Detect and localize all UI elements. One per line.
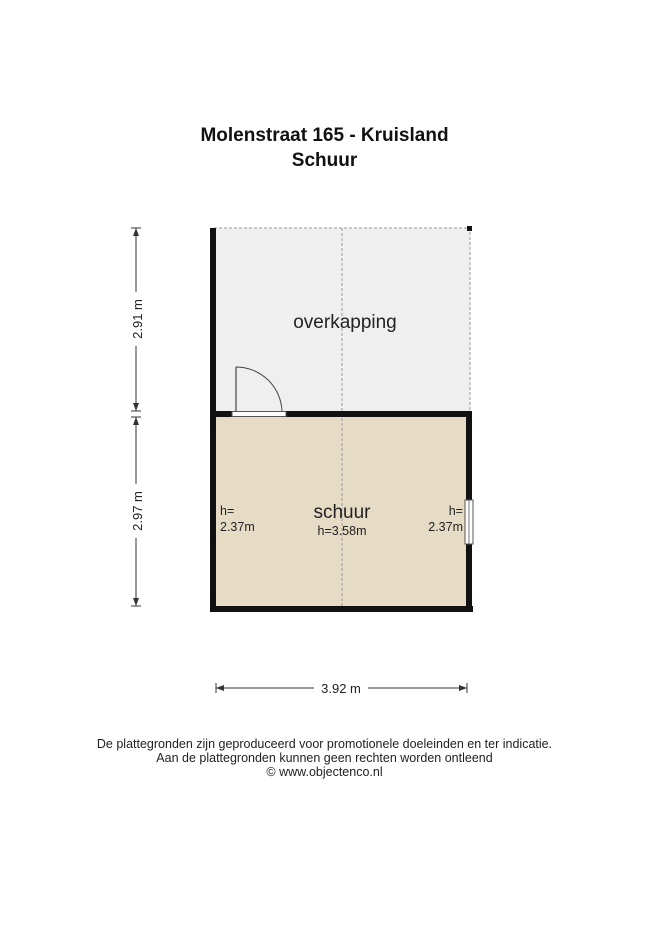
door-threshold — [232, 412, 286, 417]
disclaimer-line-1: De plattegronden zijn geproduceerd voor promotionele doeleinden en ter indicatie. — [96, 737, 553, 751]
middle-wall-left — [210, 411, 232, 417]
corner-post — [467, 226, 472, 231]
upper-depth-label: 2.91 m — [130, 299, 145, 339]
page-subtitle: Schuur — [291, 150, 358, 171]
right-wall-height-prefix: h= — [448, 504, 463, 518]
arrow-up — [133, 417, 139, 425]
width-label: 3.92 m — [321, 681, 361, 696]
room-label-schuur: schuur — [313, 502, 371, 523]
page-title: Molenstraat 165 - Kruisland — [200, 125, 449, 146]
left-wall-height-prefix: h= — [220, 504, 235, 518]
left-wall-height-value: 2.37m — [220, 520, 255, 534]
arrow-left — [216, 685, 224, 691]
right-wall-lower — [466, 544, 472, 612]
copyright-link[interactable]: © www.objectenco.nl — [266, 765, 383, 779]
arrow-up — [133, 228, 139, 236]
disclaimer-line-2: Aan de plattegronden kunnen geen rechten worden ontleend — [156, 751, 493, 765]
arrow-right — [459, 685, 467, 691]
arrow-down — [133, 598, 139, 606]
lower-depth-label: 2.97 m — [130, 491, 145, 531]
middle-wall-right — [286, 411, 472, 417]
bottom-wall — [210, 606, 473, 612]
arrow-down — [133, 403, 139, 411]
room-label-overkapping: overkapping — [293, 312, 397, 333]
right-wall-upper — [466, 412, 472, 500]
room-height-schuur: h=3.58m — [317, 524, 367, 538]
right-wall-height-value: 2.37m — [428, 520, 463, 534]
left-wall — [210, 228, 216, 612]
